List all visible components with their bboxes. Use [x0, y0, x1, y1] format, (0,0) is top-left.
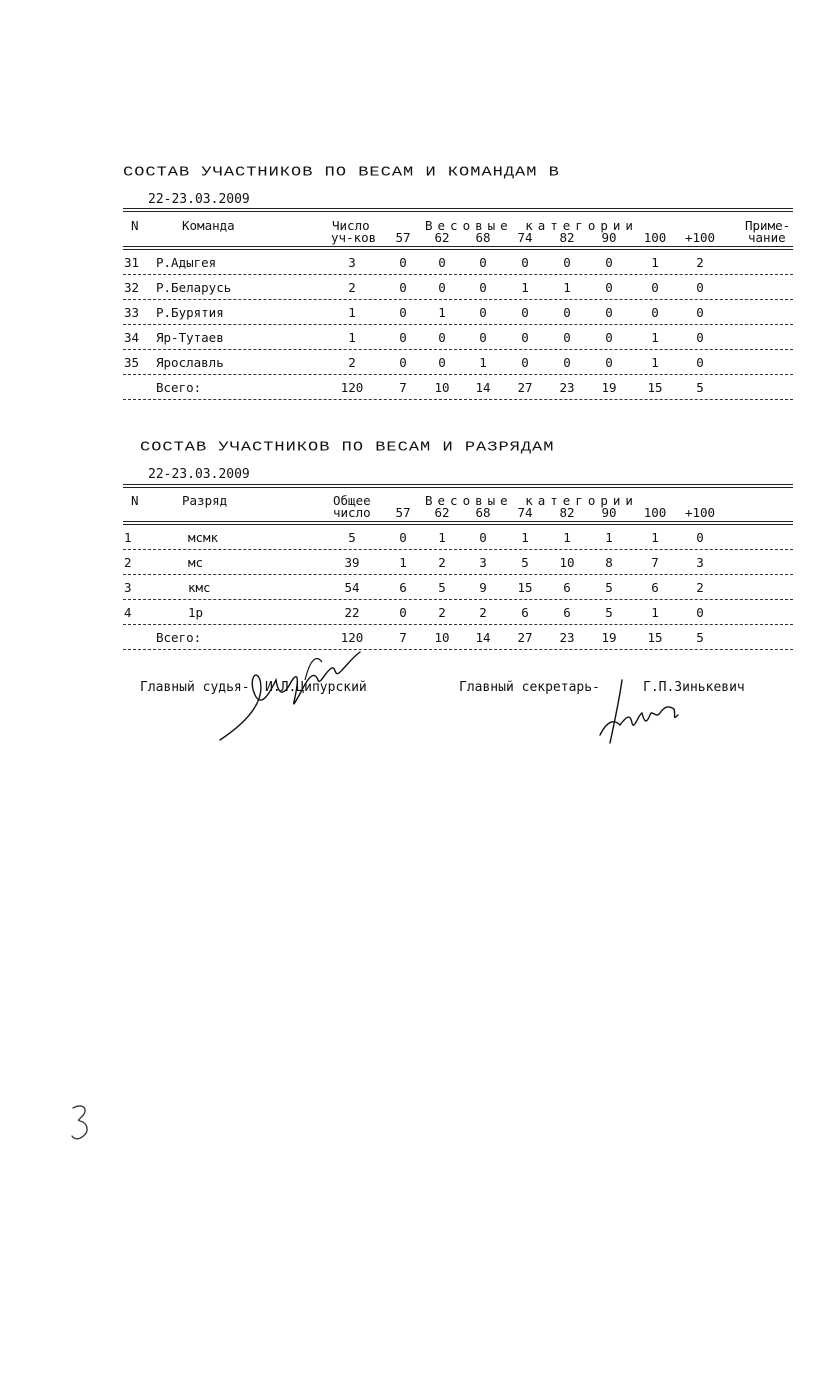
- table-cell: 0: [696, 605, 704, 620]
- table-cell: 6: [563, 580, 571, 595]
- section1-header-team: Команда: [182, 218, 235, 233]
- total-label: Всего:: [156, 380, 202, 395]
- table-row-n: 34: [124, 330, 140, 345]
- table-cell: 2: [696, 255, 704, 270]
- secretary-signature-icon: [590, 675, 690, 750]
- total-cell: 7: [399, 380, 407, 395]
- section1-weight-header-82: 82: [559, 230, 575, 245]
- judge-name: И.Л.Ципурский: [265, 680, 367, 695]
- table-cell: 0: [651, 280, 659, 295]
- table-row-count: 39: [344, 555, 360, 570]
- section1-header-note-2: чание: [748, 230, 786, 245]
- table-cell: 5: [521, 555, 529, 570]
- table-cell: 1: [563, 280, 571, 295]
- section1-weight-header-90: 90: [601, 230, 617, 245]
- row-divider: [123, 349, 793, 350]
- section1-header-weights-title: Весовые категории: [425, 218, 638, 233]
- section2-header-weights-title: Весовые категории: [425, 493, 638, 508]
- table-row-n: 32: [124, 280, 140, 295]
- table-cell: 5: [438, 580, 446, 595]
- row-divider: [123, 599, 793, 600]
- section1-header-n: N: [131, 218, 139, 233]
- table-row-n: 2: [124, 555, 132, 570]
- table-cell: 0: [479, 280, 487, 295]
- table-cell: 0: [605, 255, 613, 270]
- table-cell: 2: [438, 555, 446, 570]
- table-cell: 8: [605, 555, 613, 570]
- section2-header-count-2: число: [333, 505, 371, 520]
- table-cell: 6: [521, 605, 529, 620]
- table-cell: 0: [563, 330, 571, 345]
- table-cell: 1: [399, 555, 407, 570]
- table-cell: 0: [605, 355, 613, 370]
- section1-weight-header-+100: +100: [684, 230, 716, 245]
- table-cell: 0: [521, 355, 529, 370]
- table-cell: 0: [521, 305, 529, 320]
- row-divider: [123, 324, 793, 325]
- table-cell: 0: [399, 330, 407, 345]
- total-cell: 19: [601, 380, 617, 395]
- section1-date: 22-23.03.2009: [148, 192, 250, 207]
- table-cell: 2: [479, 605, 487, 620]
- table-cell: 0: [399, 280, 407, 295]
- table-cell: 0: [438, 355, 446, 370]
- table-cell: 1: [651, 605, 659, 620]
- table-row-rank: 1р: [188, 605, 204, 620]
- total-count: 120: [340, 380, 364, 395]
- table-cell: 3: [696, 555, 704, 570]
- table-row-n: 33: [124, 305, 140, 320]
- table-cell: 1: [651, 255, 659, 270]
- table-cell: 7: [651, 555, 659, 570]
- table-cell: 1: [651, 330, 659, 345]
- table-cell: 5: [605, 605, 613, 620]
- table-cell: 0: [479, 305, 487, 320]
- table-row-count: 3: [348, 255, 356, 270]
- table-cell: 5: [605, 580, 613, 595]
- table-cell: 0: [399, 255, 407, 270]
- table-row-team: Ярославль: [156, 355, 224, 370]
- table-row-count: 2: [348, 280, 356, 295]
- table-cell: 0: [563, 305, 571, 320]
- section1-header-count-2: уч-ков: [331, 230, 377, 245]
- section1-weight-header-68: 68: [475, 230, 491, 245]
- table-cell: 0: [399, 530, 407, 545]
- row-divider: [123, 549, 793, 550]
- table-cell: 0: [399, 305, 407, 320]
- table-cell: 6: [399, 580, 407, 595]
- table-row-team: Яр-Тутаев: [156, 330, 224, 345]
- section2-date: 22-23.03.2009: [148, 467, 250, 482]
- table-cell: 0: [696, 530, 704, 545]
- table-row-count: 2: [348, 355, 356, 370]
- section2-header-rank: Разряд: [182, 493, 228, 508]
- table-row-count: 1: [348, 330, 356, 345]
- total-cell: 27: [517, 380, 533, 395]
- judge-label: Главный судья-: [140, 680, 250, 695]
- judge-signature-icon: [210, 640, 380, 750]
- section2-weight-header-+100: +100: [684, 505, 716, 520]
- total-divider: [123, 649, 793, 650]
- table-cell: 0: [399, 605, 407, 620]
- table-cell: 0: [605, 280, 613, 295]
- table-cell: 1: [438, 305, 446, 320]
- section2-title: СОСТАВ УЧАСТНИКОВ ПО ВЕСАМ И РАЗРЯДАМ: [140, 440, 555, 456]
- section1-title: СОСТАВ УЧАСТНИКОВ ПО ВЕСАМ И КОМАНДАМ В: [123, 165, 560, 181]
- row-divider: [123, 274, 793, 275]
- total-cell: 5: [696, 630, 704, 645]
- section1-weight-header-57: 57: [395, 230, 411, 245]
- section2-top-rule: [123, 484, 793, 488]
- section1-header-note-1: Приме-: [745, 218, 791, 233]
- table-cell: 1: [651, 355, 659, 370]
- table-row-team: Р.Адыгея: [156, 255, 217, 270]
- total-cell: 27: [517, 630, 533, 645]
- table-cell: 0: [696, 280, 704, 295]
- table-row-count: 22: [344, 605, 360, 620]
- table-cell: 0: [605, 330, 613, 345]
- total-label: Всего:: [156, 630, 202, 645]
- table-cell: 0: [479, 255, 487, 270]
- total-cell: 7: [399, 630, 407, 645]
- section2-weight-header-100: 100: [643, 505, 667, 520]
- table-row-rank: мсмк: [188, 530, 219, 545]
- table-cell: 0: [438, 255, 446, 270]
- table-cell: 0: [696, 305, 704, 320]
- table-cell: 0: [696, 330, 704, 345]
- total-cell: 14: [475, 630, 491, 645]
- table-cell: 9: [479, 580, 487, 595]
- section2-weight-header-74: 74: [517, 505, 533, 520]
- section2-weight-header-62: 62: [434, 505, 450, 520]
- section2-weight-header-90: 90: [601, 505, 617, 520]
- table-cell: 0: [399, 355, 407, 370]
- page-number-mark: [68, 1102, 94, 1142]
- section1-weight-header-62: 62: [434, 230, 450, 245]
- row-divider: [123, 574, 793, 575]
- table-cell: 0: [563, 355, 571, 370]
- total-cell: 15: [647, 380, 663, 395]
- section2-weight-header-57: 57: [395, 505, 411, 520]
- table-row-n: 4: [124, 605, 132, 620]
- table-cell: 1: [479, 355, 487, 370]
- table-row-team: Р.Беларусь: [156, 280, 232, 295]
- section1-weight-header-74: 74: [517, 230, 533, 245]
- table-cell: 6: [563, 605, 571, 620]
- section2-weight-header-68: 68: [475, 505, 491, 520]
- table-cell: 2: [696, 580, 704, 595]
- total-count: 120: [340, 630, 364, 645]
- table-row-count: 54: [344, 580, 360, 595]
- section1-header-rule: [123, 246, 793, 250]
- table-cell: 0: [438, 280, 446, 295]
- table-row-n: 35: [124, 355, 140, 370]
- section1-top-rule: [123, 208, 793, 212]
- total-cell: 23: [559, 630, 575, 645]
- secretary-label: Главный секретарь-: [459, 680, 600, 695]
- row-divider: [123, 624, 793, 625]
- row-divider: [123, 374, 793, 375]
- table-cell: 0: [605, 305, 613, 320]
- table-cell: 10: [559, 555, 575, 570]
- total-cell: 10: [434, 380, 450, 395]
- total-cell: 15: [647, 630, 663, 645]
- section1-header-count-1: Число: [332, 218, 370, 233]
- section2-header-rule: [123, 521, 793, 525]
- table-row-team: Р.Бурятия: [156, 305, 224, 320]
- table-cell: 15: [517, 580, 533, 595]
- total-cell: 10: [434, 630, 450, 645]
- section2-header-count-1: Общее: [333, 493, 371, 508]
- table-cell: 3: [479, 555, 487, 570]
- table-cell: 1: [605, 530, 613, 545]
- table-cell: 0: [563, 255, 571, 270]
- total-divider: [123, 399, 793, 400]
- section2-weight-header-82: 82: [559, 505, 575, 520]
- table-cell: 6: [651, 580, 659, 595]
- table-cell: 0: [479, 530, 487, 545]
- table-cell: 0: [521, 255, 529, 270]
- table-cell: 0: [696, 355, 704, 370]
- table-cell: 1: [521, 280, 529, 295]
- table-cell: 0: [438, 330, 446, 345]
- table-cell: 0: [651, 305, 659, 320]
- table-cell: 1: [438, 530, 446, 545]
- table-cell: 0: [521, 330, 529, 345]
- total-cell: 5: [696, 380, 704, 395]
- total-cell: 14: [475, 380, 491, 395]
- table-row-n: 1: [124, 530, 132, 545]
- table-row-n: 3: [124, 580, 132, 595]
- table-row-count: 5: [348, 530, 356, 545]
- table-row-rank: кмс: [188, 580, 211, 595]
- row-divider: [123, 299, 793, 300]
- table-row-count: 1: [348, 305, 356, 320]
- table-cell: 1: [651, 530, 659, 545]
- table-cell: 1: [521, 530, 529, 545]
- table-row-rank: мс: [188, 555, 204, 570]
- table-cell: 2: [438, 605, 446, 620]
- total-cell: 23: [559, 380, 575, 395]
- secretary-name: Г.П.Зинькевич: [643, 680, 745, 695]
- table-cell: 0: [479, 330, 487, 345]
- section1-weight-header-100: 100: [643, 230, 667, 245]
- table-cell: 1: [563, 530, 571, 545]
- total-cell: 19: [601, 630, 617, 645]
- table-row-n: 31: [124, 255, 140, 270]
- section2-header-n: N: [131, 493, 139, 508]
